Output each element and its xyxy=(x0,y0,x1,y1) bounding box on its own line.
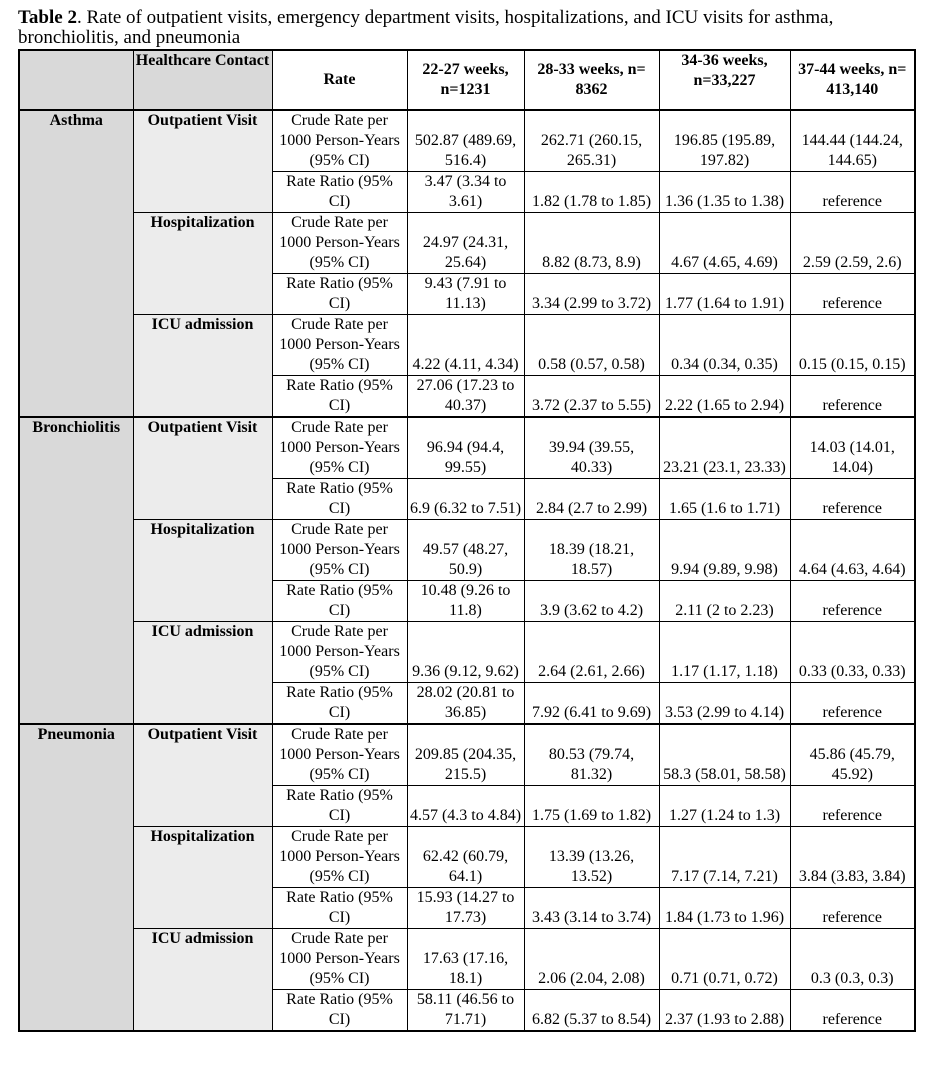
value-cell: 6.9 (6.32 to 7.51) xyxy=(407,479,524,520)
healthcare-contact-cell: Outpatient Visit xyxy=(133,724,272,827)
healthcare-contact-cell: Hospitalization xyxy=(133,213,272,315)
value-cell: reference xyxy=(790,786,915,827)
header-34-36-weeks: 34-36 weeks, n=33,227 xyxy=(659,50,790,110)
healthcare-contact-cell: ICU admission xyxy=(133,929,272,1032)
value-cell: 28.02 (20.81 to 36.85) xyxy=(407,683,524,725)
value-cell: 3.72 (2.37 to 5.55) xyxy=(524,376,659,418)
value-cell: 262.71 (260.15, 265.31) xyxy=(524,110,659,172)
value-cell: 2.22 (1.65 to 2.94) xyxy=(659,376,790,418)
rate-type-cell: Rate Ratio (95% CI) xyxy=(272,376,407,418)
value-cell: 23.21 (23.1, 23.33) xyxy=(659,417,790,479)
table-row xyxy=(19,520,915,581)
table-row xyxy=(19,827,915,888)
value-cell: 13.39 (13.26, 13.52) xyxy=(524,827,659,888)
value-cell: 96.94 (94.4, 99.55) xyxy=(407,417,524,479)
rate-type-cell: Rate Ratio (95% CI) xyxy=(272,172,407,213)
rate-type-cell: Rate Ratio (95% CI) xyxy=(272,888,407,929)
value-cell: 58.3 (58.01, 58.58) xyxy=(659,724,790,786)
value-cell: 0.33 (0.33, 0.33) xyxy=(790,622,915,683)
value-cell: 0.15 (0.15, 0.15) xyxy=(790,315,915,376)
header-healthcare-contact: Healthcare Contact xyxy=(133,50,272,110)
value-cell: 2.11 (2 to 2.23) xyxy=(659,581,790,622)
value-cell: 2.64 (2.61, 2.66) xyxy=(524,622,659,683)
value-cell: 209.85 (204.35, 215.5) xyxy=(407,724,524,786)
value-cell: reference xyxy=(790,479,915,520)
table-row xyxy=(19,724,915,786)
header-22-27-weeks: 22-27 weeks, n=1231 xyxy=(407,50,524,110)
value-cell: reference xyxy=(790,581,915,622)
value-cell: reference xyxy=(790,683,915,725)
value-cell: 3.34 (2.99 to 3.72) xyxy=(524,274,659,315)
value-cell: 9.36 (9.12, 9.62) xyxy=(407,622,524,683)
value-cell: 502.87 (489.69, 516.4) xyxy=(407,110,524,172)
value-cell: 1.17 (1.17, 1.18) xyxy=(659,622,790,683)
value-cell: 49.57 (48.27, 50.9) xyxy=(407,520,524,581)
healthcare-contact-cell: ICU admission xyxy=(133,622,272,725)
rate-type-cell: Crude Rate per 1000 Person-Years (95% CI) xyxy=(272,929,407,990)
value-cell: 4.57 (4.3 to 4.84) xyxy=(407,786,524,827)
value-cell: 6.82 (5.37 to 8.54) xyxy=(524,990,659,1032)
value-cell: 58.11 (46.56 to 71.71) xyxy=(407,990,524,1032)
rate-type-cell: Rate Ratio (95% CI) xyxy=(272,581,407,622)
outcome-cell: Asthma xyxy=(19,110,133,417)
rates-table xyxy=(18,49,916,1032)
rate-type-cell: Crude Rate per 1000 Person-Years (95% CI) xyxy=(272,417,407,479)
header-row xyxy=(19,50,915,110)
table-row xyxy=(19,622,915,683)
rate-type-cell: Rate Ratio (95% CI) xyxy=(272,479,407,520)
value-cell: 2.06 (2.04, 2.08) xyxy=(524,929,659,990)
value-cell: 3.47 (3.34 to 3.61) xyxy=(407,172,524,213)
table-row xyxy=(19,417,915,479)
value-cell: 17.63 (17.16, 18.1) xyxy=(407,929,524,990)
value-cell: 4.22 (4.11, 4.34) xyxy=(407,315,524,376)
outcome-cell: Pneumonia xyxy=(19,724,133,1031)
value-cell: reference xyxy=(790,274,915,315)
value-cell: 15.93 (14.27 to 17.73) xyxy=(407,888,524,929)
table-row xyxy=(19,929,915,990)
header-outcome xyxy=(19,50,133,110)
value-cell: reference xyxy=(790,172,915,213)
healthcare-contact-cell: Hospitalization xyxy=(133,827,272,929)
value-cell: 9.43 (7.91 to 11.13) xyxy=(407,274,524,315)
table-row xyxy=(19,213,915,274)
value-cell: reference xyxy=(790,990,915,1032)
value-cell: 39.94 (39.55, 40.33) xyxy=(524,417,659,479)
value-cell: 144.44 (144.24, 144.65) xyxy=(790,110,915,172)
value-cell: 2.37 (1.93 to 2.88) xyxy=(659,990,790,1032)
table-row xyxy=(19,315,915,376)
value-cell: 80.53 (79.74, 81.32) xyxy=(524,724,659,786)
value-cell: reference xyxy=(790,888,915,929)
healthcare-contact-cell: ICU admission xyxy=(133,315,272,418)
table-body xyxy=(19,110,915,1031)
value-cell: 1.75 (1.69 to 1.82) xyxy=(524,786,659,827)
value-cell: 1.65 (1.6 to 1.71) xyxy=(659,479,790,520)
value-cell: 18.39 (18.21, 18.57) xyxy=(524,520,659,581)
value-cell: 27.06 (17.23 to 40.37) xyxy=(407,376,524,418)
header-37-44-weeks: 37-44 weeks, n= 413,140 xyxy=(790,50,915,110)
rate-type-cell: Crude Rate per 1000 Person-Years (95% CI) xyxy=(272,110,407,172)
value-cell: 1.84 (1.73 to 1.96) xyxy=(659,888,790,929)
value-cell: 4.64 (4.63, 4.64) xyxy=(790,520,915,581)
value-cell: 14.03 (14.01, 14.04) xyxy=(790,417,915,479)
table-caption-label: Table 2 xyxy=(18,7,77,28)
value-cell: 0.71 (0.71, 0.72) xyxy=(659,929,790,990)
value-cell: 0.58 (0.57, 0.58) xyxy=(524,315,659,376)
rate-type-cell: Crude Rate per 1000 Person-Years (95% CI) xyxy=(272,520,407,581)
rate-type-cell: Crude Rate per 1000 Person-Years (95% CI) xyxy=(272,827,407,888)
rate-type-cell: Rate Ratio (95% CI) xyxy=(272,786,407,827)
value-cell: reference xyxy=(790,376,915,418)
value-cell: 1.82 (1.78 to 1.85) xyxy=(524,172,659,213)
value-cell: 4.67 (4.65, 4.69) xyxy=(659,213,790,274)
value-cell: 10.48 (9.26 to 11.8) xyxy=(407,581,524,622)
rate-type-cell: Crude Rate per 1000 Person-Years (95% CI) xyxy=(272,315,407,376)
rate-type-cell: Rate Ratio (95% CI) xyxy=(272,274,407,315)
value-cell: 3.9 (3.62 to 4.2) xyxy=(524,581,659,622)
value-cell: 2.84 (2.7 to 2.99) xyxy=(524,479,659,520)
healthcare-contact-cell: Hospitalization xyxy=(133,520,272,622)
value-cell: 7.17 (7.14, 7.21) xyxy=(659,827,790,888)
rate-type-cell: Rate Ratio (95% CI) xyxy=(272,990,407,1032)
value-cell: 1.77 (1.64 to 1.91) xyxy=(659,274,790,315)
outcome-cell: Bronchiolitis xyxy=(19,417,133,724)
value-cell: 0.34 (0.34, 0.35) xyxy=(659,315,790,376)
document-page xyxy=(18,8,918,1032)
table-caption-text: . Rate of outpatient visits, emergency department visits, hospitalizations, and ICU visits for asthma, bronchiolitis, and pneumonia xyxy=(18,7,834,48)
healthcare-contact-cell: Outpatient Visit xyxy=(133,110,272,213)
table-caption xyxy=(18,8,898,48)
value-cell: 3.53 (2.99 to 4.14) xyxy=(659,683,790,725)
value-cell: 9.94 (9.89, 9.98) xyxy=(659,520,790,581)
rate-type-cell: Rate Ratio (95% CI) xyxy=(272,683,407,725)
value-cell: 2.59 (2.59, 2.6) xyxy=(790,213,915,274)
value-cell: 7.92 (6.41 to 9.69) xyxy=(524,683,659,725)
healthcare-contact-cell: Outpatient Visit xyxy=(133,417,272,520)
table-row xyxy=(19,110,915,172)
rate-type-cell: Crude Rate per 1000 Person-Years (95% CI) xyxy=(272,724,407,786)
value-cell: 24.97 (24.31, 25.64) xyxy=(407,213,524,274)
value-cell: 3.43 (3.14 to 3.74) xyxy=(524,888,659,929)
header-28-33-weeks: 28-33 weeks, n= 8362 xyxy=(524,50,659,110)
rate-type-cell: Crude Rate per 1000 Person-Years (95% CI) xyxy=(272,622,407,683)
value-cell: 1.27 (1.24 to 1.3) xyxy=(659,786,790,827)
value-cell: 45.86 (45.79, 45.92) xyxy=(790,724,915,786)
value-cell: 3.84 (3.83, 3.84) xyxy=(790,827,915,888)
value-cell: 1.36 (1.35 to 1.38) xyxy=(659,172,790,213)
value-cell: 0.3 (0.3, 0.3) xyxy=(790,929,915,990)
rate-type-cell: Crude Rate per 1000 Person-Years (95% CI) xyxy=(272,213,407,274)
value-cell: 62.42 (60.79, 64.1) xyxy=(407,827,524,888)
value-cell: 196.85 (195.89, 197.82) xyxy=(659,110,790,172)
header-rate: Rate xyxy=(272,50,407,110)
value-cell: 8.82 (8.73, 8.9) xyxy=(524,213,659,274)
